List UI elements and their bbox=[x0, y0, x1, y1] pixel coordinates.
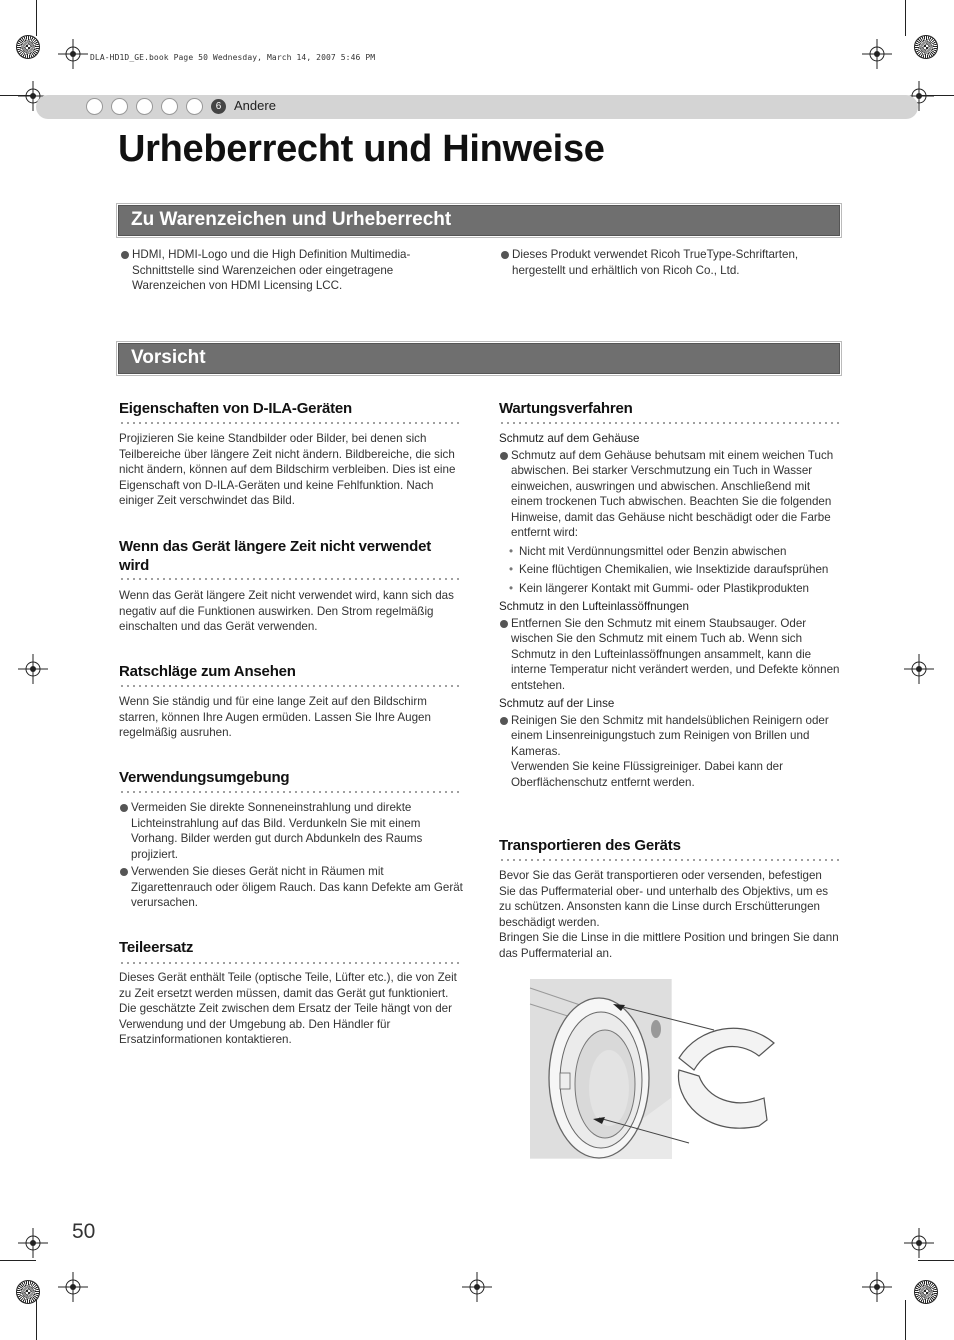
lens-cushion-illustration bbox=[529, 978, 779, 1160]
bullet-item: Schmutz auf dem Gehäuse behutsam mit einem weichen Tuch abwischen. Bei starker Verschmutzung ein Tuch in Wasser einweichen, auswringen und abwischen. Anschließend mit einem trockenen Tuch abwischen. Beachten Sie die folgenden Hinweise, damit das Gehäuse nicht beschädigt oder die Farbe entfernt wird: bbox=[499, 448, 841, 541]
bullet-item: Entfernen Sie den Schmutz mit einem Staubsauger. Oder wischen Sie den Schmutz mit einem Tuch ab. Wenn sich Schmutz in den Lufteinlassöffnungen ansammelt, kann die interne Temperatur nicht verändert werden, und Defekte können entstehen. bbox=[499, 616, 841, 694]
bullet-item: Vermeiden Sie direkte Sonneneinstrahlung und direkte Lichteinstrahlung auf das Bild. Verdunkeln Sie mit einem Vorhang. Bilder werden gut durch Abdunkeln des Raums projiziert. bbox=[119, 800, 464, 862]
subheading-maintenance: Wartungsverfahren bbox=[499, 400, 633, 417]
paragraph-dila: Projizieren Sie keine Standbilder oder Bilder, bei denen sich Teilbereiche über längere Zeit nicht ändern. Bildbereiche, die sich nicht ändern, können auf dem Bildschirm verbleiben. Dies ist eine Eigenschaft von D-ILA-Geräten und keine Fehlfunktion. Nach einiger Zeit verschwindet das Bild. bbox=[119, 432, 456, 507]
subheading-dila: Eigenschaften von D-ILA-Geräten bbox=[119, 400, 353, 417]
transport-text-2: Bringen Sie die Linse in die mittlere Position und bringen Sie dann das Puffermaterial an. bbox=[499, 931, 839, 960]
subheading-unused: Wenn das Gerät längere Zeit nicht verwendet wird bbox=[119, 538, 432, 574]
registration-mark-icon bbox=[58, 39, 88, 69]
step-dot bbox=[86, 98, 103, 115]
crop-line bbox=[918, 1260, 954, 1261]
crop-line bbox=[0, 1260, 36, 1261]
breadcrumb-label: Andere bbox=[234, 98, 276, 113]
crop-line bbox=[918, 95, 954, 96]
trademark-right bbox=[500, 247, 840, 278]
registration-mark-icon bbox=[862, 39, 892, 69]
registration-mark-icon bbox=[18, 1228, 48, 1258]
step-dot bbox=[161, 98, 178, 115]
subheading-environment: Verwendungsumgebung bbox=[119, 769, 290, 786]
bullet-item: Dieses Produkt verwendet Ricoh TrueType-Schriftarten, hergestellt und erhältlich von Ricoh Co., Ltd. bbox=[500, 247, 840, 278]
crop-line bbox=[905, 1300, 906, 1340]
subheading-parts: Teileersatz bbox=[119, 939, 194, 956]
paragraph-parts: Dieses Gerät enthält Teile (optische Teile, Lüfter etc.), die von Zeit zu Zeit ersetzt werden müssen, damit das Gerät gut funktioniert. Die geschätzte Zeit zwischen dem Ersatz der Teile hängt von der Verwendung und der Umgebung ab. Den Händler für Ersatzinformationen kontaktieren. bbox=[119, 971, 457, 1046]
bullet-item: Verwenden Sie dieses Gerät nicht in Räumen mit Zigarettenrauch oder öligem Rauch. Das kann Defekte am Gerät verursachen. bbox=[119, 864, 464, 911]
page-number: 50 bbox=[72, 1220, 96, 1243]
registration-mark-icon bbox=[862, 1272, 892, 1302]
crop-line bbox=[0, 95, 36, 96]
paragraph-unused: Wenn das Gerät längere Zeit nicht verwendet wird, kann sich das negativ auf die Funktionen auswirken. Den Strom regelmäßig einschalten und das Gerät verwenden. bbox=[119, 589, 454, 633]
step-dot-active: 6 bbox=[211, 99, 226, 114]
trademark-left bbox=[120, 247, 460, 294]
bullet-item: Reinigen Sie den Schmitz mit handelsüblichen Reinigern oder einem Linsenreinigungstuch zum Reinigen von Brillen und Kameras. bbox=[499, 713, 841, 760]
registration-mark-icon bbox=[904, 654, 934, 684]
label-vents: Schmutz in den Lufteinlassöffnungen bbox=[499, 600, 689, 613]
paragraph-viewing: Wenn Sie ständig und für eine lange Zeit auf den Bildschirm starren, können Ihre Augen ermüden. Lassen Sie Ihre Augen regelmäßig ausruhen. bbox=[119, 695, 431, 739]
section-heading-caution bbox=[118, 343, 840, 374]
registration-mark-icon bbox=[904, 1228, 934, 1258]
subheading-viewing: Ratschläge zum Ansehen bbox=[119, 663, 296, 680]
transport-text-1: Bevor Sie das Gerät transportieren oder versenden, befestigen Sie das Puffermaterial ober- und unterhalb des Objektivs, um es zu schützen. Ansonsten kann die Linse durch Erschütterungen beschädigt werden. bbox=[499, 869, 829, 929]
paragraph-transport bbox=[499, 868, 841, 961]
subheading-transport: Transportieren des Geräts bbox=[499, 837, 681, 854]
rosette-mark-icon bbox=[16, 35, 40, 59]
bullet-item: HDMI, HDMI-Logo und die High Definition Multimedia-Schnittstelle sind Warenzeichen oder eingetragene Warenzeichen von HDMI Licensing LCC. bbox=[120, 247, 460, 294]
note-item: • Kein längerer Kontakt mit Gummi- oder Plastikprodukten bbox=[499, 581, 841, 597]
registration-mark-icon bbox=[58, 1272, 88, 1302]
crop-line bbox=[36, 0, 37, 36]
dotted-divider bbox=[119, 791, 459, 793]
crop-line bbox=[905, 0, 906, 36]
step-dot bbox=[186, 98, 203, 115]
step-dot bbox=[136, 98, 153, 115]
registration-mark-icon bbox=[462, 1272, 492, 1302]
maintenance-block bbox=[499, 428, 841, 790]
crop-line bbox=[36, 1300, 37, 1340]
page-title: Urheberrecht und Hinweise bbox=[118, 128, 605, 170]
list-environment bbox=[119, 800, 464, 911]
section-heading-trademarks bbox=[118, 205, 840, 236]
label-lens: Schmutz auf der Linse bbox=[499, 697, 615, 710]
section-heading-text: Vorsicht bbox=[131, 347, 206, 368]
dotted-divider bbox=[119, 685, 459, 687]
dotted-divider bbox=[499, 859, 839, 861]
registration-mark-icon bbox=[18, 654, 48, 684]
bullet-continuation: Verwenden Sie keine Flüssigreiniger. Dabei kann der Oberflächenschutz entfernt werden. bbox=[511, 760, 783, 789]
rosette-mark-icon bbox=[914, 1280, 938, 1304]
dotted-divider bbox=[499, 422, 839, 424]
label-housing: Schmutz auf dem Gehäuse bbox=[499, 432, 640, 445]
section-heading-text: Zu Warenzeichen und Urheberrecht bbox=[131, 209, 452, 230]
dotted-divider bbox=[119, 962, 459, 964]
note-item: • Nicht mit Verdünnungsmittel oder Benzin abwischen bbox=[499, 544, 841, 560]
note-item: • Keine flüchtigen Chemikalien, wie Insektizide daraufsprühen bbox=[499, 562, 841, 578]
dotted-divider bbox=[119, 578, 459, 580]
step-dot bbox=[111, 98, 128, 115]
file-info: DLA-HD1D_GE.book Page 50 Wednesday, March 14, 2007 5:46 PM bbox=[90, 53, 376, 62]
rosette-mark-icon bbox=[914, 35, 938, 59]
dotted-divider bbox=[119, 422, 459, 424]
